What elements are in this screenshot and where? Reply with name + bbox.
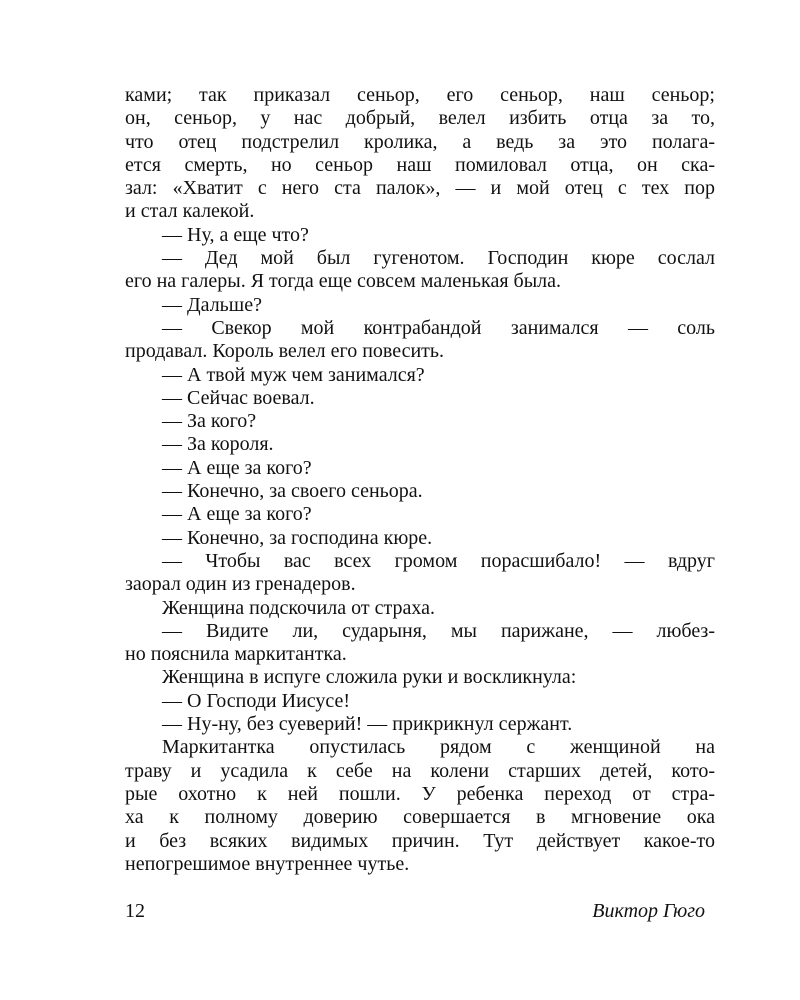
text-line: — Конечно, за своего сеньора.: [162, 480, 423, 503]
text-line: — А еще за кого?: [162, 456, 312, 479]
text-line: ками; так приказал сеньор, его сеньор, наш сеньор;: [125, 84, 715, 106]
text-line: — За кого?: [162, 410, 257, 433]
text-line: но пояснила маркитантка.: [125, 643, 347, 666]
text-line: — За короля.: [162, 433, 274, 456]
text-line: — Ну-ну, без суеверий! — прикрикнул сержант.: [162, 713, 573, 736]
text-line: Женщина в испуге сложила руки и воскликнула:: [162, 666, 577, 689]
text-line: рые охотно к ней пошли. У ребенка переход от стра-: [125, 782, 715, 805]
page-body: [125, 84, 715, 876]
text-line: и стал калекой.: [125, 200, 255, 223]
text-line: — Чтобы вас всех громом порасшибало! — вдруг: [162, 549, 715, 572]
text-line: — Видите ли, сударыня, мы парижане, — любез-: [162, 619, 715, 642]
text-line: зал: «Хватит с него ста палок», — и мой отец с тех пор: [125, 177, 715, 200]
text-line: что отец подстрелил кролика, а ведь за это полага-: [125, 130, 715, 153]
text-line: заорал один из гренадеров.: [125, 573, 356, 596]
text-line: — Ну, а еще что?: [162, 223, 309, 246]
text-line: ется смерть, но сеньор наш помиловал отца, он ска-: [125, 153, 715, 176]
text-line: — Свекор мой контрабандой занимался — соль: [162, 316, 715, 339]
text-line: — Сейчас воевал.: [162, 386, 315, 409]
text-line: — Конечно, за господина кюре.: [162, 526, 433, 549]
text-line: — Дальше?: [162, 293, 262, 316]
running-footer-author: Виктор Гюго: [592, 900, 705, 922]
text-line: непогрешимое внутреннее чутье.: [125, 852, 410, 875]
text-line: ха к полному доверию совершается в мгновение ока: [125, 806, 715, 829]
page-number: 12: [125, 900, 145, 922]
text-line: продавал. Король велел его повесить.: [125, 340, 445, 363]
text-line: — А еще за кого?: [162, 503, 312, 526]
text-line: его на галеры. Я тогда еще совсем маленькая была.: [125, 270, 562, 293]
text-line: — А твой муж чем занимался?: [162, 363, 425, 386]
text-line: — Дед мой был гугенотом. Господин кюре сослал: [162, 247, 715, 270]
text-line: — О Господи Иисусе!: [162, 689, 351, 712]
text-line: и без всяких видимых причин. Тут действует какое-то: [125, 829, 715, 852]
text-line: Маркитантка опустилась рядом с женщиной на: [162, 736, 715, 759]
text-line: Женщина подскочила от страха.: [162, 596, 435, 619]
text-line: траву и усадила к себе на колени старших детей, кото-: [125, 759, 715, 782]
text-line: он, сеньор, у нас добрый, велел избить отца за то,: [125, 107, 715, 130]
